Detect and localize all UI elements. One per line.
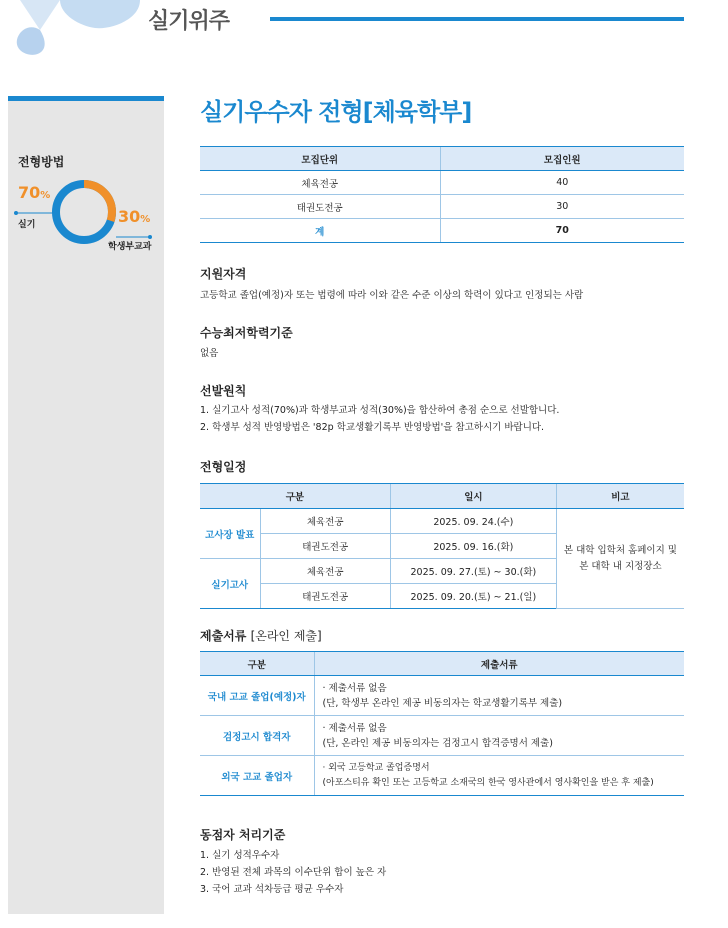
selection-item: 2. 학생부 성적 반영방법은 '82p 학교생활기록부 반영방법'을 참고하시기 바랍니다. xyxy=(200,422,545,433)
table-row xyxy=(200,219,684,243)
schedule-note-line: 본 대학 입학처 홈페이지 및 xyxy=(563,544,677,556)
table-row xyxy=(200,509,684,534)
header-decoration xyxy=(0,0,150,60)
table-row xyxy=(200,716,684,756)
schedule-header-date: 일시 xyxy=(390,484,556,509)
schedule-header-note: 비고 xyxy=(556,484,684,509)
tiebreak-item: 1. 실기 성적우수자 xyxy=(200,850,280,861)
documents-type: 국내 고교 졸업(예정)자 xyxy=(200,676,314,716)
quota-unit: 태권도전공 xyxy=(200,195,440,219)
quota-table xyxy=(200,146,684,243)
documents-detail: · 외국 고등학교 졸업증명서 (아포스티유 확인 또는 고등학교 소재국의 한국 영사관에서 영사확인을 받은 후 제출) xyxy=(314,756,684,796)
quota-count: 40 xyxy=(440,171,684,195)
schedule-major: 체육전공 xyxy=(260,509,390,534)
schedule-major: 태권도전공 xyxy=(260,534,390,559)
min-standard-text: 없음 xyxy=(200,348,219,359)
qualification-text: 고등학교 졸업(예정)자 또는 법령에 따라 이와 같은 수준 이상의 학력이 있다고 인정되는 사람 xyxy=(200,290,584,301)
quota-count: 30 xyxy=(440,195,684,219)
quota-header-count: 모집인원 xyxy=(440,147,684,171)
schedule-date: 2025. 09. 27.(토) ~ 30.(화) xyxy=(390,559,556,584)
sidebar xyxy=(8,96,164,914)
practical-label: 실기 xyxy=(18,220,36,230)
schedule-group: 실기고사 xyxy=(200,559,260,609)
record-percent: 30% xyxy=(118,207,151,226)
quota-total-count: 70 xyxy=(440,219,684,243)
section-title: 실기위주 xyxy=(148,9,230,34)
schedule-major: 체육전공 xyxy=(260,559,390,584)
table-row xyxy=(200,676,684,716)
schedule-date: 2025. 09. 16.(화) xyxy=(390,534,556,559)
schedule-group: 고사장 발표 xyxy=(200,509,260,559)
quota-header-unit: 모집단위 xyxy=(200,147,440,171)
documents-table xyxy=(200,651,684,796)
selection-heading: 선발원칙 xyxy=(200,384,247,398)
section-divider xyxy=(270,17,684,21)
table-row xyxy=(200,756,684,796)
schedule-header-type: 구분 xyxy=(200,484,390,509)
schedule-note-line: 본 대학 내 지정장소 xyxy=(579,560,662,572)
method-label: 전형방법 xyxy=(18,155,65,169)
tiebreak-item: 2. 반영된 전체 과목의 이수단위 합이 높은 자 xyxy=(200,867,387,878)
table-row xyxy=(200,171,684,195)
documents-type: 검정고시 합격자 xyxy=(200,716,314,756)
documents-heading: 제출서류 [온라인 제출] xyxy=(200,629,322,643)
quota-total-label: 계 xyxy=(200,219,440,243)
selection-item: 1. 실기고사 성적(70%)과 학생부교과 성적(30%)을 합산하여 총점 순으로 선발합니다. xyxy=(200,405,560,416)
quota-unit: 체육전공 xyxy=(200,171,440,195)
min-standard-heading: 수능최저학력기준 xyxy=(200,326,293,340)
schedule-date: 2025. 09. 20.(토) ~ 21.(일) xyxy=(390,584,556,609)
schedule-table xyxy=(200,483,684,609)
ratio-donut xyxy=(8,171,164,261)
schedule-major: 태권도전공 xyxy=(260,584,390,609)
qualification-heading: 지원자격 xyxy=(200,267,247,281)
documents-header-type: 구분 xyxy=(200,652,314,676)
record-label: 학생부교과 xyxy=(108,242,152,252)
page-title: 실기우수자 전형[체육학부] xyxy=(200,98,472,126)
documents-detail: · 제출서류 없음 (단, 학생부 온라인 제공 비동의자는 학교생활기록부 제출) xyxy=(314,676,684,716)
documents-detail: · 제출서류 없음 (단, 온라인 제공 비동의자는 검정고시 합격증명서 제출) xyxy=(314,716,684,756)
documents-header-docs: 제출서류 xyxy=(314,652,684,676)
tiebreak-heading: 동점자 처리기준 xyxy=(200,828,286,842)
documents-type: 외국 고교 졸업자 xyxy=(200,756,314,796)
schedule-date: 2025. 09. 24.(수) xyxy=(390,509,556,534)
practical-percent: 70% xyxy=(18,183,51,202)
table-row xyxy=(200,195,684,219)
schedule-note xyxy=(556,509,684,609)
schedule-heading: 전형일정 xyxy=(200,460,247,474)
tiebreak-item: 3. 국어 교과 석차등급 평균 우수자 xyxy=(200,884,344,895)
